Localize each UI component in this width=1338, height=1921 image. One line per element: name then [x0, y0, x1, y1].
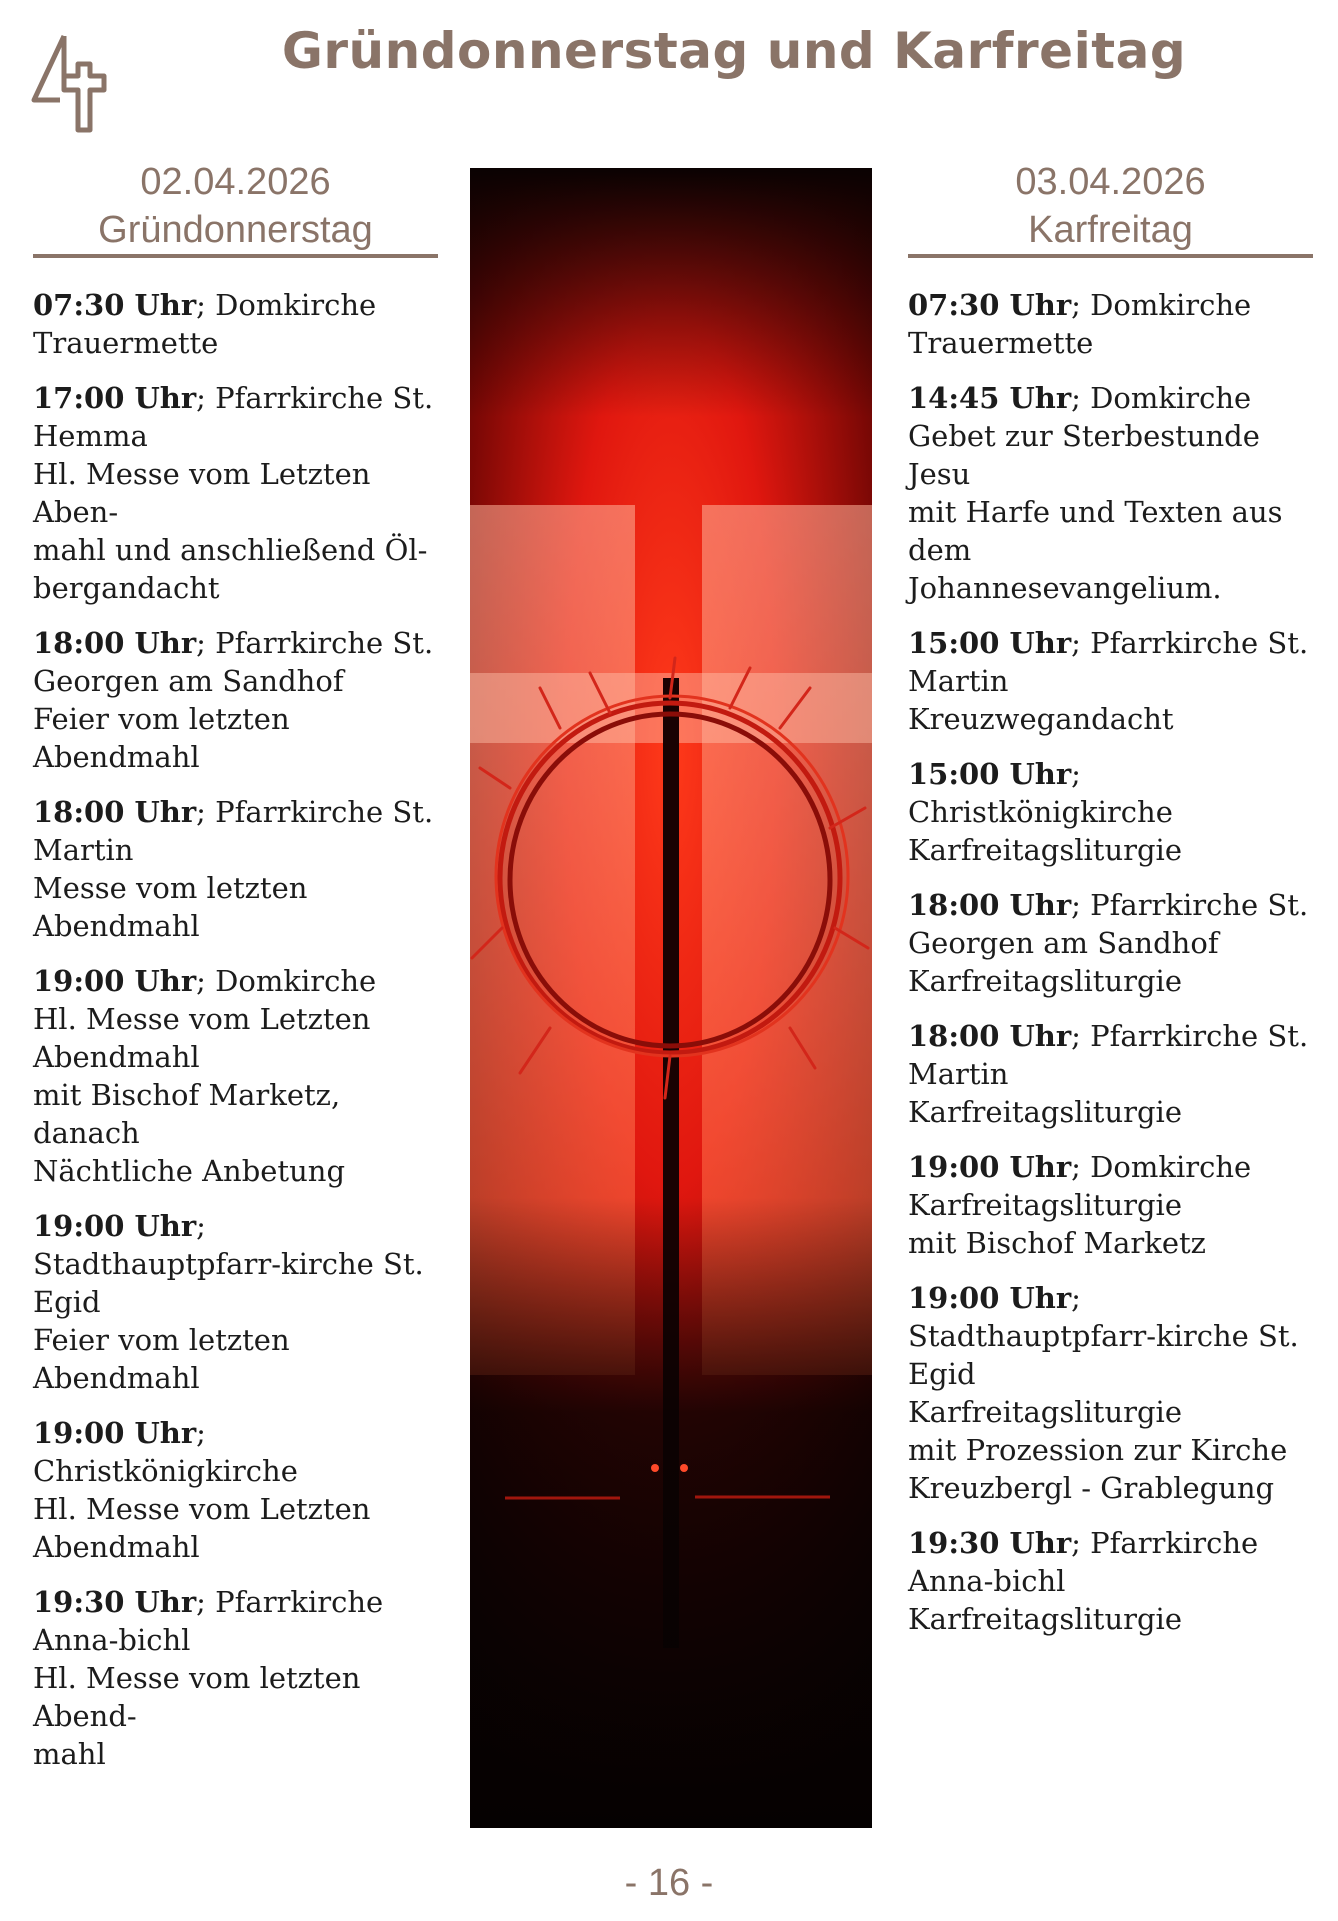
service-entry: [33, 624, 438, 776]
crown-of-thorns-cross-photo: [470, 168, 872, 1828]
service-time: 18:00 Uhr: [908, 1019, 1072, 1053]
service-description: mahl und anschließend Öl-: [33, 533, 428, 567]
service-description: Abendmahl: [33, 1530, 200, 1564]
service-description: Messe vom letzten: [33, 871, 308, 905]
day-label: Gründonnerstag: [98, 209, 373, 251]
service-time-place: [33, 1414, 438, 1490]
service-description: Karfreitagsliturgie: [908, 1602, 1182, 1636]
service-entry: [908, 624, 1313, 738]
service-description: Kreuzbergl - Grablegung: [908, 1471, 1275, 1505]
number-four-cross-icon: [30, 30, 110, 140]
service-list: [908, 286, 1313, 1638]
service-description: mahl: [33, 1737, 106, 1771]
service-time-place: [33, 1207, 438, 1321]
service-place: ; Christkönigkirche: [908, 757, 1173, 829]
service-list: [33, 286, 438, 1773]
service-time-place: [908, 379, 1313, 417]
service-time-place: [908, 1279, 1313, 1393]
service-description: Karfreitagsliturgie: [908, 1395, 1182, 1429]
service-place: ; Domkirche: [1071, 288, 1252, 322]
service-time-place: [908, 1524, 1313, 1600]
service-entry: [33, 1207, 438, 1397]
service-time: 19:30 Uhr: [33, 1585, 197, 1619]
service-time: 15:00 Uhr: [908, 626, 1072, 660]
service-description: Trauermette: [908, 326, 1094, 360]
service-time-place: [33, 286, 438, 324]
service-time: 19:00 Uhr: [908, 1281, 1072, 1315]
service-description: Trauermette: [33, 326, 219, 360]
service-description: mit Bischof Marketz: [908, 1226, 1206, 1260]
service-entry: [908, 286, 1313, 362]
service-description: Karfreitagsliturgie: [908, 1095, 1182, 1129]
page-number: - 16 -: [624, 1862, 714, 1904]
service-time: 17:00 Uhr: [33, 381, 197, 415]
service-entry: [33, 379, 438, 607]
service-description: Kreuzwegandacht: [908, 702, 1174, 736]
service-entry: [908, 1524, 1313, 1638]
service-time-place: [908, 1148, 1313, 1186]
service-time: 19:00 Uhr: [908, 1150, 1072, 1184]
service-description: Hl. Messe vom Letzten: [33, 1492, 371, 1526]
service-entry: [908, 755, 1313, 869]
service-time: 07:30 Uhr: [908, 288, 1072, 322]
service-description: Johannesevangelium.: [908, 571, 1222, 605]
service-place: ; Domkirche: [196, 288, 377, 322]
service-description: Hl. Messe vom Letzten Aben-: [33, 457, 371, 529]
service-time-place: [908, 886, 1313, 962]
service-place: ; Stadthauptpfarr-kirche St. Egid: [33, 1209, 424, 1319]
service-time: 15:00 Uhr: [908, 757, 1072, 791]
service-description: Hl. Messe vom Letzten: [33, 1002, 371, 1036]
service-description: Gebet zur Sterbestunde Jesu: [908, 419, 1260, 491]
service-place: ; Pfarrkirche St. Martin: [908, 626, 1309, 698]
service-description: mit Harfe und Texten aus dem: [908, 495, 1283, 567]
service-place: ; Stadthauptpfarr-kirche St. Egid: [908, 1281, 1299, 1391]
service-time: 19:30 Uhr: [908, 1526, 1072, 1560]
service-description: mit Prozession zur Kirche: [908, 1433, 1288, 1467]
service-place: ; Domkirche: [1071, 381, 1252, 415]
service-description: mit Bischof Marketz, danach: [33, 1078, 341, 1150]
date-label: 03.04.2026: [1015, 161, 1206, 203]
column-header: [33, 158, 438, 258]
service-time-place: [33, 379, 438, 455]
service-time-place: [33, 1583, 438, 1659]
service-time-place: [908, 286, 1313, 324]
column-gruendonnerstag: [33, 158, 438, 1790]
service-description: Karfreitagsliturgie: [908, 1188, 1182, 1222]
service-place: ; Domkirche: [1071, 1150, 1252, 1184]
service-place: ; Pfarrkirche St. Georgen am Sandhof: [908, 888, 1309, 960]
service-entry: [33, 793, 438, 945]
service-time: 19:00 Uhr: [33, 1416, 197, 1450]
service-description: Karfreitagsliturgie: [908, 833, 1182, 867]
service-entry: [33, 1414, 438, 1566]
service-entry: [33, 1583, 438, 1773]
service-time: 18:00 Uhr: [908, 888, 1072, 922]
service-time-place: [33, 624, 438, 700]
service-description: Abendmahl: [33, 1361, 200, 1395]
service-place: ; Pfarrkirche St. Georgen am Sandhof: [33, 626, 434, 698]
date-label: 02.04.2026: [140, 161, 331, 203]
service-time: 14:45 Uhr: [908, 381, 1072, 415]
service-time: 07:30 Uhr: [33, 288, 197, 322]
service-time: 19:00 Uhr: [33, 964, 197, 998]
service-place: ; Pfarrkirche Anna-bichl: [33, 1585, 384, 1657]
service-place: ; Pfarrkirche St. Martin: [908, 1019, 1309, 1091]
service-place: ; Pfarrkirche Anna-bichl: [908, 1526, 1259, 1598]
service-time-place: [908, 755, 1313, 831]
service-entry: [908, 1279, 1313, 1507]
service-description: Hl. Messe vom letzten Abend-: [33, 1661, 361, 1733]
service-time-place: [33, 962, 438, 1000]
service-time: 19:00 Uhr: [33, 1209, 197, 1243]
service-description: bergandacht: [33, 571, 220, 605]
service-description: Karfreitagsliturgie: [908, 964, 1182, 998]
service-description: Abendmahl: [33, 909, 200, 943]
service-entry: [908, 1017, 1313, 1131]
service-entry: [908, 1148, 1313, 1262]
service-description: Feier vom letzten: [33, 1323, 290, 1357]
service-entry: [33, 962, 438, 1190]
service-place: ; Pfarrkirche St. Hemma: [33, 381, 434, 453]
service-description: Abendmahl: [33, 1040, 200, 1074]
column-header: [908, 158, 1313, 258]
service-place: ; Pfarrkirche St. Martin: [33, 795, 434, 867]
service-place: ; Christkönigkirche: [33, 1416, 298, 1488]
service-time: 18:00 Uhr: [33, 626, 197, 660]
service-place: ; Domkirche: [196, 964, 377, 998]
service-time-place: [908, 624, 1313, 700]
service-time: 18:00 Uhr: [33, 795, 197, 829]
service-entry: [33, 286, 438, 362]
page-title: Gründonnerstag und Karfreitag: [281, 22, 1187, 80]
service-entry: [908, 379, 1313, 607]
service-description: Nächtliche Anbetung: [33, 1154, 346, 1188]
service-time-place: [908, 1017, 1313, 1093]
service-entry: [908, 886, 1313, 1000]
day-label: Karfreitag: [1028, 209, 1193, 251]
service-description: Feier vom letzten: [33, 702, 290, 736]
column-karfreitag: [908, 158, 1313, 1655]
service-description: Abendmahl: [33, 740, 200, 774]
service-time-place: [33, 793, 438, 869]
